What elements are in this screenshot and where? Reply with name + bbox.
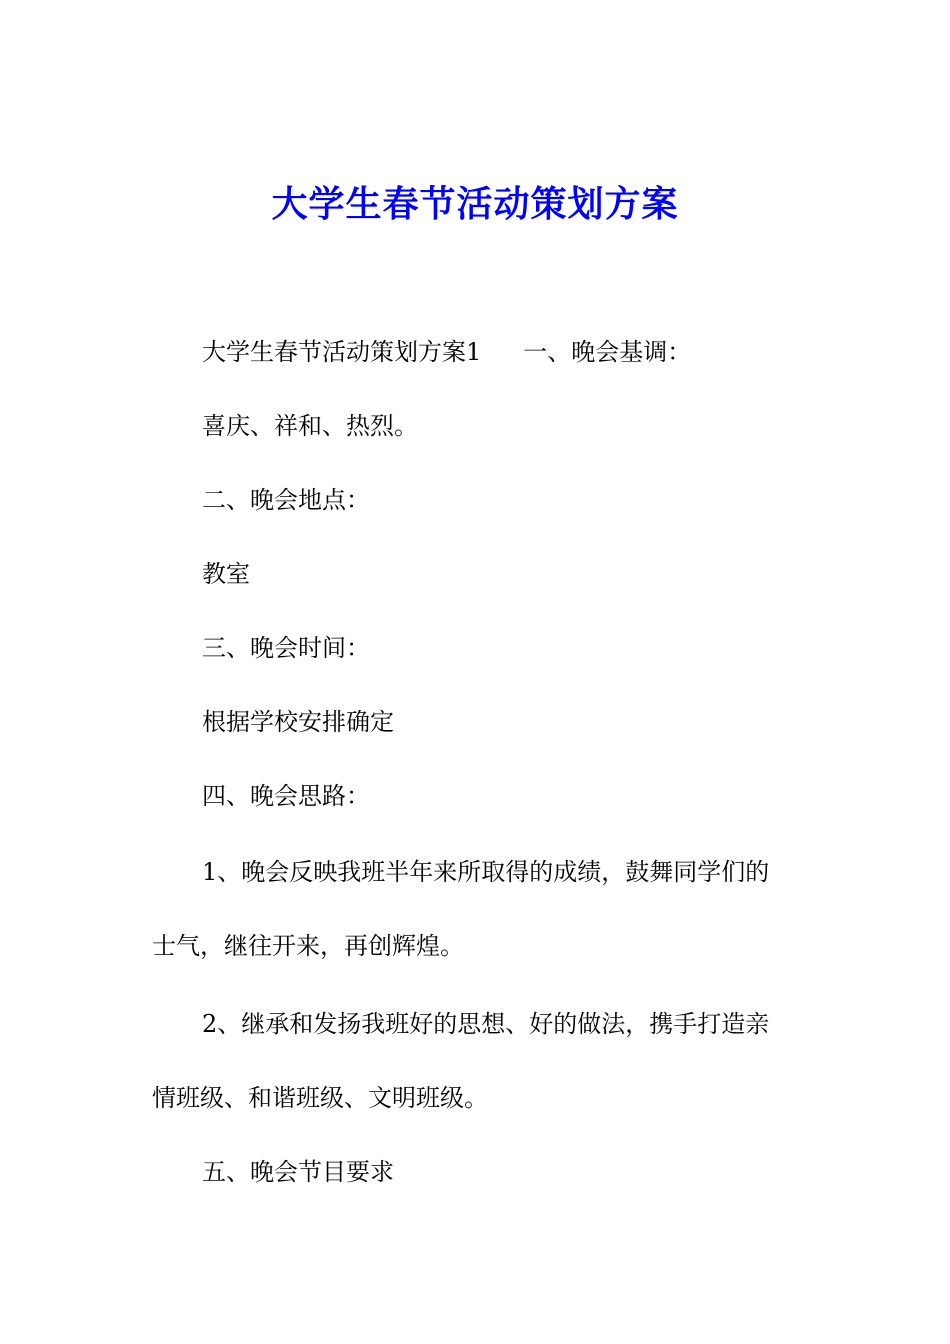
paragraph-line: 2、继承和发扬我班好的思想、好的做法，携手打造亲 <box>202 1010 770 1038</box>
paragraph-line: 1、晚会反映我班半年来所取得的成绩，鼓舞同学们的 <box>202 858 770 886</box>
paragraph-line: 根据学校安排确定 <box>202 708 394 736</box>
section-heading: 二、晚会地点： <box>202 486 370 514</box>
paragraph-line: 喜庆、祥和、热烈。 <box>202 412 418 440</box>
paragraph-line: 士气，继往开来，再创辉煌。 <box>152 932 464 960</box>
section-heading: 四、晚会思路： <box>202 782 370 810</box>
section-heading: 三、晚会时间： <box>202 634 370 662</box>
paragraph-line: 情班级、和谐班级、文明班级。 <box>152 1084 488 1112</box>
paragraph-text: 大学生春节活动策划方案1 <box>202 338 482 366</box>
section-heading: 五、晚会节目要求 <box>202 1158 394 1186</box>
paragraph-line <box>202 334 862 370</box>
document-title: 大学生春节活动策划方案 <box>271 183 679 225</box>
paragraph-text: 一、晚会基调： <box>523 338 692 366</box>
paragraph-line: 教室 <box>202 560 250 588</box>
